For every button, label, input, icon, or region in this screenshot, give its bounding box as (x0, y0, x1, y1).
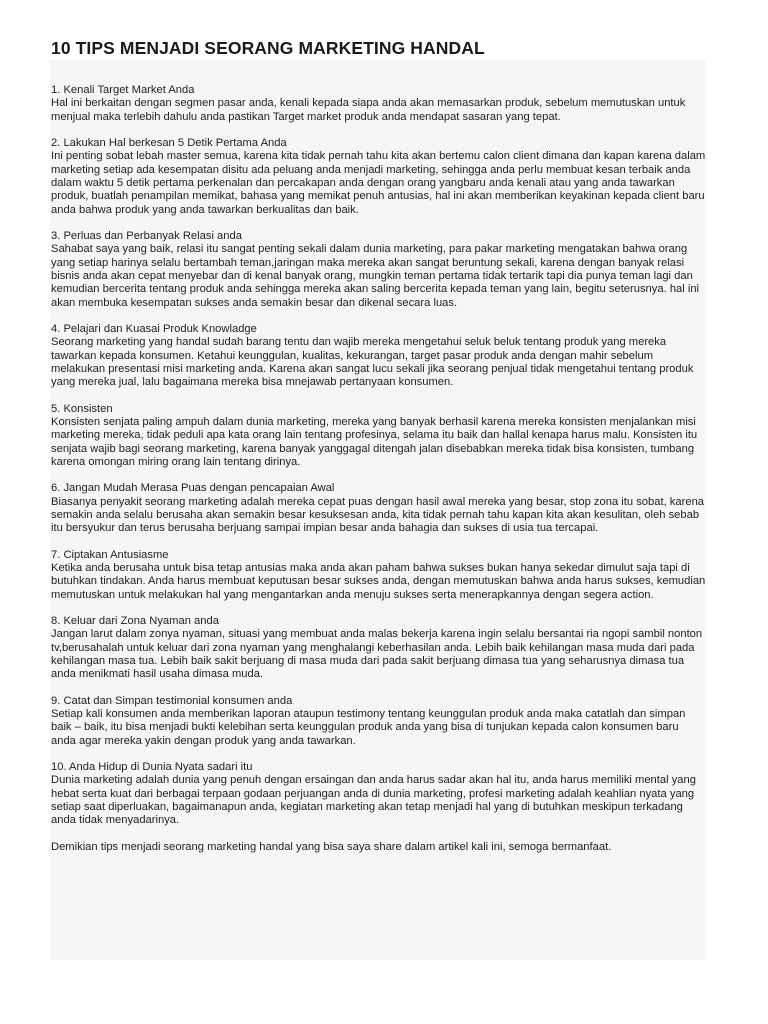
tip-heading: 7. Ciptakan Antusiasme (51, 548, 169, 561)
tip-heading: 8. Keluar dari Zona Nyaman anda (51, 615, 219, 628)
tip-body: Sahabat saya yang baik, relasi itu sangat penting sekali dalam dunia marketing, para pakar marketing mengatakan bahwa orang yang setiap harinya selalu bertambah teman,jaringan maka mereka akan sangat beruntung sekali, karena dengan banyak relasi bisnis anda akan cepat menyebar dan di kenal banyak orang, mungkin teman pertama tidak tertarik tapi dia punya teman lagi dan kemudian bercerita tentang produk anda sehingga mereka akan saling bercerita kepada teman yang lain, begitu seterusnya. hal ini akan membuka kesempatan sukses anda semakin besar dan dikenal secara luas. (51, 243, 700, 309)
closing-paragraph: Demikian tips menjadi seorang marketing handal yang bisa saya share dalam artikel kali ini, semoga bermanfaat. (51, 840, 612, 853)
tip-heading: 4. Pelajari dan Kuasai Produk Knowladge (51, 323, 257, 336)
tip-heading: 6. Jangan Mudah Merasa Puas dengan pencapaian Awal (51, 482, 335, 495)
tip-heading: 3. Perluas dan Perbanyak Relasi anda (51, 230, 242, 243)
tip-body: Seorang marketing yang handal sudah barang tentu dan wajib mereka mengetahui seluk beluk tentang produk yang mereka tawarkan kepada konsumen. Ketahui keunggulan, kualitas, kekurangan, target pasar produk anda dengan mahir sebelum melakukan presentasi misi marketing anda. Karena akan sangat lucu sekali jika seorang penjual tidak mengetahui tentang produk yang mereka jual, lalu bagaimana mereka bisa mnejawab pertanyaan konsumen. (51, 336, 694, 389)
tip-body: Konsisten senjata paling ampuh dalam dunia marketing, mereka yang banyak berhasil karena mereka konsisten menjalankan misi marketing mereka, tidak peduli apa kata orang lain tentang profesinya, selama itu baik dan hallal kenapa harus malu. Konsisten itu senjata wajib bagi seorang marketing, karena banyak yanggagal ditengah jalan disebabkan mereka tidak bisa konsisten, tumbang karena omongan miring orang lain tentang dirinya. (51, 415, 698, 468)
tip-section-4 (51, 323, 706, 389)
tip-section-6 (51, 482, 706, 535)
tip-body: Setiap kali konsumen anda memberikan laporan ataupun testimony tentang keunggulan produk anda maka catatlah dan simpan baik – baik, itu bisa menjadi bukti kelebihan serta keunggulan produk anda yang bisa di tunjukan kepada calon konsumen baru anda agar mereka yakin dengan produk yang anda tawarkan. (51, 708, 686, 747)
tip-body: Jangan larut dalam zonya nyaman, situasi yang membuat anda malas bekerja karena ingin selalu bersantai ria ngopi sambil nonton tv,berusahalah untuk keluar dari zona nyaman yang menghalangi keberhasilan anda. Lebih baik kehilangan masa muda dari pada kehilangan masa tua. Lebih baik sakit berjuang di masa muda dari pada sakit berjuang dimasa tua yang seharusnya dimasa tua anda menikmati hasil usaha dimasa muda. (51, 628, 703, 681)
page-title: 10 TIPS MENJADI SEORANG MARKETING HANDAL (51, 38, 485, 58)
tip-heading: 10. Anda Hidup di Dunia Nyata sadari itu (51, 761, 253, 774)
tip-section-1 (51, 84, 706, 124)
tip-section-3 (51, 230, 706, 310)
tip-section-5 (51, 403, 706, 469)
tip-section-10 (51, 761, 706, 827)
tip-body: Dunia marketing adalah dunia yang penuh dengan ersaingan dan anda harus sadar akan hal itu, anda harus memiliki mental yang hebat serta kuat dari berbagai terpaan godaan perjuangan anda di dunia marketing, profesi marketing adalah keahlian nyata yang setiap saat diperluakan, bagaimanapun anda, kegiatan marketing akan tetap menjadi hal yang di butuhkan meskipun terkadang anda tidak menyadarinya. (51, 774, 696, 827)
tip-section-9 (51, 695, 706, 748)
tip-section-8 (51, 615, 706, 681)
tip-heading: 1. Kenali Target Market Anda (51, 84, 195, 96)
tip-body: Biasanya penyakit seorang marketing adalah mereka cepat puas dengan hasil awal mereka yang besar, stop zona itu sobat, karena semakin anda selalu berusaha akan semakin besar kesuksesan anda, kita tidak pernah tahu kapan kita akan kesulitan, oleh sebab itu bersyukur dan terus berusaha berjuang sampai impian besar anda bahagia dan sukses di usia tua tercapai. (51, 495, 705, 535)
tip-body: Ketika anda berusaha untuk bisa tetap antusias maka anda akan paham bahwa sukses bukan hanya sekedar dimulut saja tapi di butuhkan tindakan. Anda harus membuat keputusan besar sukses anda, dengan memutuskan bahwa anda harus sukses, kemudian memutuskan untuk melakukan hal yang mengantarkan anda menuju sukses serta menerapkannya dengan segera action. (51, 562, 706, 601)
tip-heading: 5. Konsisten (51, 402, 113, 415)
tip-section-7 (51, 549, 706, 602)
tip-section-2 (51, 137, 706, 217)
tip-body: Ini penting sobat lebah master semua, karena kita tidak pernah tahu kita akan bertemu calon client dimana dan kapan karena dalam marketing setiap ada kesempatan disitu ada peluang anda menjadi marketing, sehingga anda perlu membuat kesan terbaik anda dalam waktu 5 detik pertama perkenalan dan percakapan anda dengan orang yangbaru anda kenali atau yang anda tawarkan produk, buatlah penampilan memikat, bahasa yang memikat penuh antusias, hal ini akan memberikan keyakinan kepada client baru anda bahwa produk yang anda tawarkan berkualitas dan baik. (51, 150, 706, 216)
tip-heading: 2. Lakukan Hal berkesan 5 Detik Pertama Anda (51, 137, 287, 150)
tip-heading: 9. Catat dan Simpan testimonial konsumen anda (51, 694, 293, 707)
tip-body: Hal ini berkaitan dengan segmen pasar anda, kenali kepada siapa anda akan memasarkan produk, sebelum memutuskan untuk menjual maka terlebih dahulu anda pastikan Target market produk anda mendapat sasaran yang tepat. (51, 97, 686, 123)
article-body (50, 60, 706, 960)
